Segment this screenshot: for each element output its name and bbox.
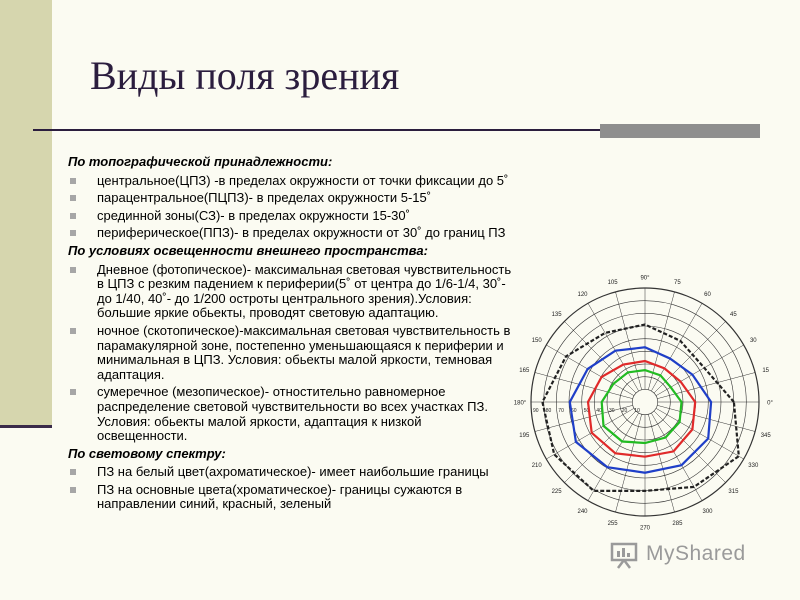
meridian-label: 180° bbox=[513, 400, 527, 407]
grid-meridian bbox=[657, 405, 755, 431]
left-accent-band bbox=[0, 0, 52, 425]
meridian-label: 135 bbox=[551, 312, 562, 319]
visual-field-perimetry-chart bbox=[494, 254, 790, 550]
bullet-icon bbox=[70, 230, 76, 236]
slide-title: Виды поля зрения bbox=[90, 53, 400, 98]
list-item bbox=[68, 263, 514, 321]
section-heading-topography: По топографической принадлежности: bbox=[68, 154, 333, 169]
meridian-label: 225 bbox=[551, 488, 562, 495]
ring-label: 40 bbox=[596, 408, 602, 414]
meridian-label: 255 bbox=[607, 521, 618, 528]
grid-meridian bbox=[616, 292, 642, 390]
meridian-label: 195 bbox=[519, 432, 530, 439]
title-divider bbox=[33, 129, 600, 131]
grid-meridian bbox=[654, 411, 726, 483]
ring-label: 20 bbox=[621, 408, 628, 414]
grid-meridian bbox=[564, 411, 636, 483]
list-item-text: Дневное (фотопическое)- максимальная световая чувствительность в ЦПЗ с резким падением к периферии(5˚ от центра до 1/6-1/4, 30˚- до 1/40, 40˚- до 1/200 остроты центрального зрения).Условия: большие яркие обьекты, проводят световую адаптацию. bbox=[97, 261, 512, 321]
list-item bbox=[68, 385, 514, 443]
list-item bbox=[68, 465, 514, 480]
list-item bbox=[68, 324, 514, 382]
list-item bbox=[68, 483, 514, 512]
meridian-label: 330 bbox=[748, 463, 759, 469]
left-accent-line bbox=[0, 425, 52, 428]
title-accent-block bbox=[600, 124, 760, 138]
list-item-text: ПЗ на основные цвета(хроматическое)- границы сужаются в направлении синий, красный, зеленый bbox=[97, 481, 463, 512]
list-item bbox=[68, 191, 514, 206]
list-item-text: ночное (скотопическое)-максимальная световая чувствительность в парамакулярной зоне, постепенно уменьшающаяся к периферии и минимальная в ЦПЗ. Условия: обьекты малой яркости, темновая адаптация. bbox=[97, 322, 511, 382]
bullet-icon bbox=[70, 213, 76, 219]
meridian-label: 285 bbox=[672, 521, 683, 528]
bullet-icon bbox=[70, 328, 76, 334]
grid-meridian bbox=[616, 414, 642, 512]
bullet-icon bbox=[70, 469, 76, 475]
ring-label: 90 bbox=[533, 408, 539, 414]
meridian-label: 45 bbox=[730, 312, 737, 319]
bullet-icon bbox=[70, 178, 76, 184]
meridian-label: 75 bbox=[674, 279, 681, 286]
section-heading-illumination: По условиях освещенности внешнего пространства: bbox=[68, 242, 428, 258]
bullet-icon bbox=[70, 267, 76, 273]
grid-meridian bbox=[564, 321, 636, 393]
meridian-label: 165 bbox=[519, 368, 530, 375]
meridian-label: 315 bbox=[728, 488, 739, 495]
list-item bbox=[68, 226, 514, 241]
ring-label: 80 bbox=[545, 408, 552, 414]
meridian-label: 120 bbox=[577, 292, 588, 299]
ring-label: 60 bbox=[571, 408, 577, 414]
meridian-label: 240 bbox=[577, 508, 588, 515]
blue-field-isopter bbox=[570, 347, 711, 472]
meridian-label: 300 bbox=[702, 508, 713, 515]
list-item-text: сумеречное (мезопическое)- отностительно равномерное распределение световой чувствительности во всех участках ПЗ. Условия: обьекты малой яркости, адаптация к низкой освещенности. bbox=[97, 384, 488, 444]
ring-label: 70 bbox=[558, 408, 564, 414]
watermark bbox=[608, 536, 768, 576]
ring-label: 30 bbox=[609, 408, 615, 414]
ring-label: 10 bbox=[634, 408, 640, 414]
list-item-text: ПЗ на белый цвет(ахроматическое)- имеет наибольшие границы bbox=[97, 464, 489, 480]
meridian-label: 105 bbox=[607, 279, 618, 286]
bullet-icon bbox=[70, 487, 76, 493]
grid-meridian bbox=[588, 303, 639, 391]
meridian-label: 150 bbox=[531, 338, 542, 344]
list-item-text: центральное(ЦПЗ) -в пределах окружности от точки фиксации до 5˚ bbox=[97, 172, 509, 188]
green-field-isopter bbox=[602, 370, 682, 443]
meridian-label: 90° bbox=[640, 275, 650, 282]
meridian-label: 60 bbox=[704, 292, 711, 299]
watermark-text: MyShared bbox=[646, 542, 746, 565]
bullet-icon bbox=[70, 389, 76, 395]
list-item-text: периферическое(ППЗ)- в пределах окружности от 30˚ до границ ПЗ bbox=[97, 225, 506, 241]
grid-meridian bbox=[648, 414, 674, 512]
meridian-label: 270 bbox=[639, 525, 651, 532]
list-item bbox=[68, 174, 514, 189]
presentation-board-icon bbox=[610, 540, 642, 570]
meridian-label: 345 bbox=[760, 432, 771, 439]
grid-meridian bbox=[656, 345, 744, 396]
meridian-label: 0° bbox=[767, 400, 773, 407]
meridian-label: 210 bbox=[531, 463, 542, 469]
ring-label: 50 bbox=[583, 408, 590, 414]
slide-content bbox=[68, 154, 514, 515]
list-item bbox=[68, 209, 514, 224]
list-item-text: парацентральное(ПЦПЗ)- в пределах окружности 5-15˚ bbox=[97, 190, 432, 206]
bullet-icon bbox=[70, 195, 76, 201]
list-item-text: срединной зоны(СЗ)- в пределах окружности 15-30˚ bbox=[97, 207, 410, 223]
meridian-label: 15 bbox=[762, 368, 770, 375]
meridian-label: 30 bbox=[749, 338, 757, 344]
section-heading-spectrum: По световому спектру: bbox=[68, 445, 226, 461]
